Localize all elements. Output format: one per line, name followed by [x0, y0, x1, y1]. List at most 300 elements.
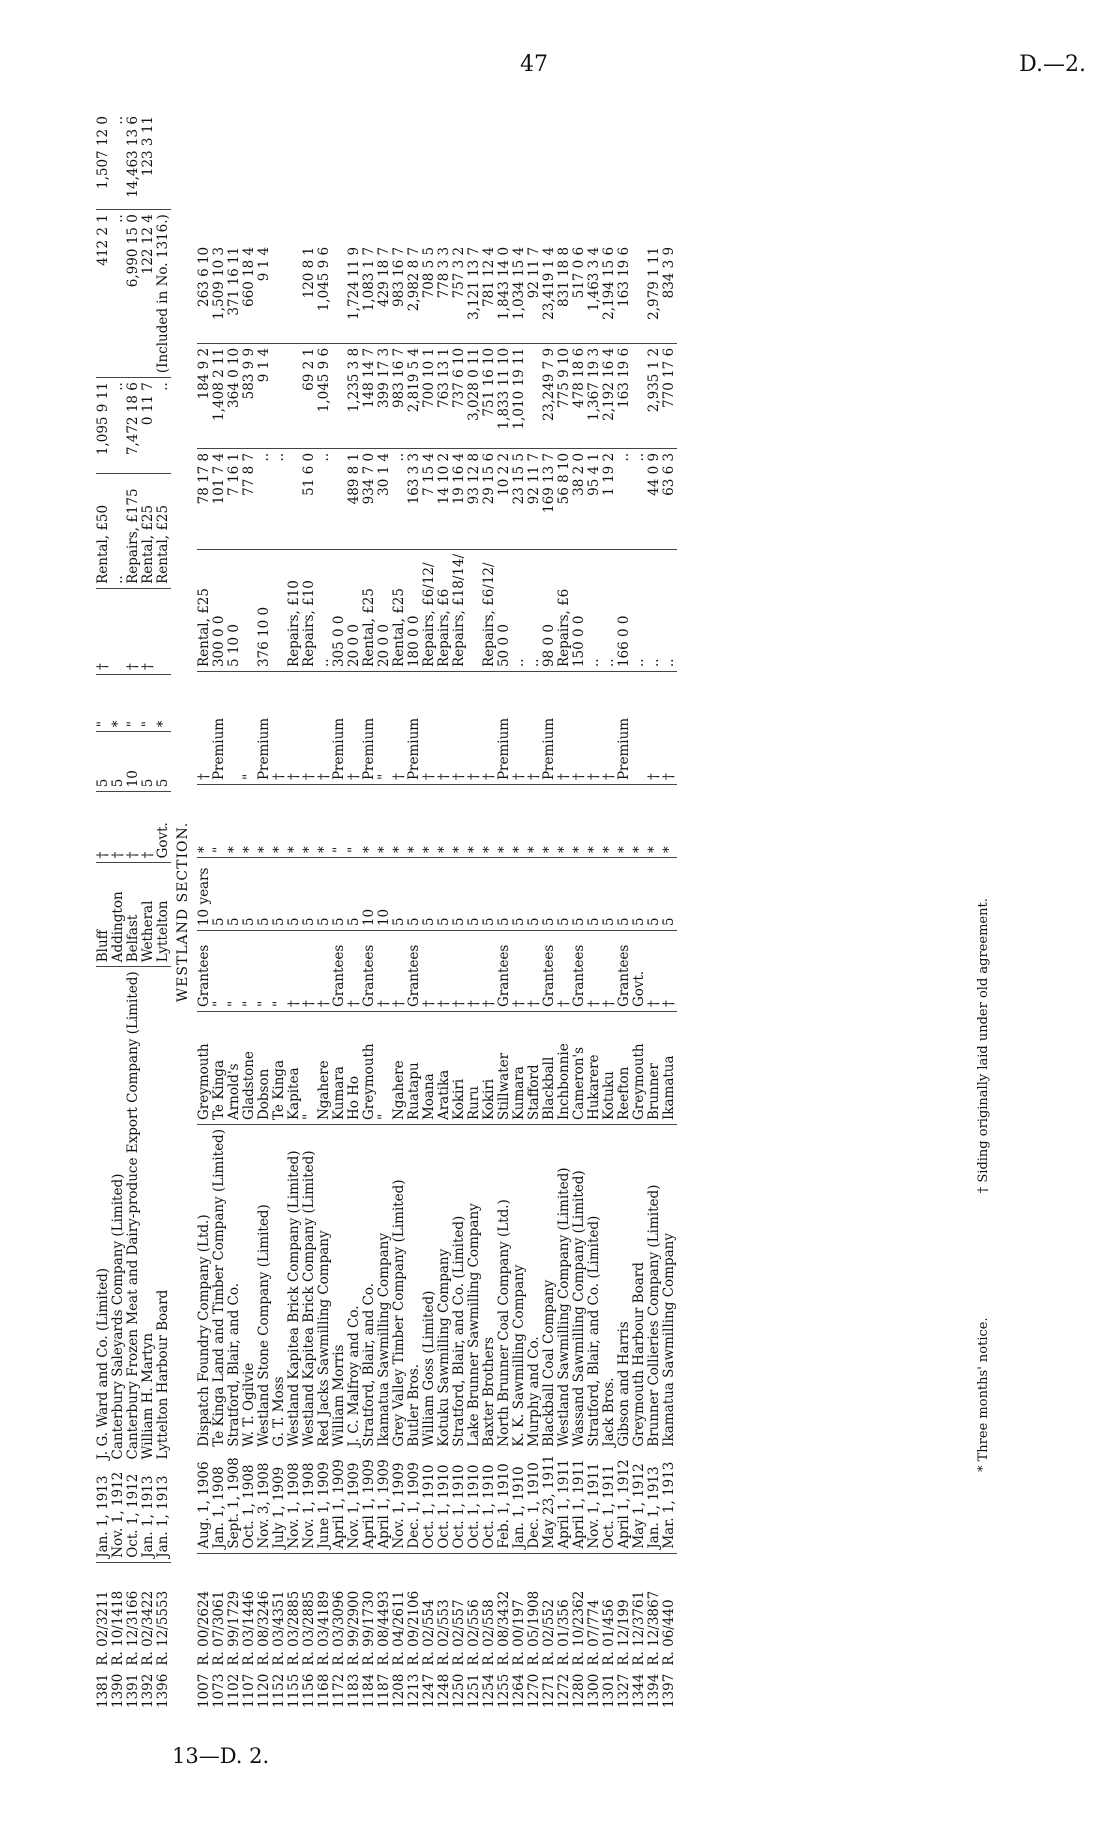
cell-by: †: [437, 931, 452, 1012]
cell-cond: †: [587, 672, 602, 785]
cell-location: Bluff: [96, 863, 111, 967]
cell-by: Grantees: [407, 931, 422, 1012]
cell-term: 10: [362, 858, 377, 931]
cell-term: 5: [317, 858, 332, 931]
cell-rental: ..: [602, 549, 617, 671]
table-row: [332, 243, 347, 1712]
table-row: [257, 243, 272, 1712]
cell-location: Reefton: [617, 1012, 632, 1125]
cell-rental: [467, 549, 482, 671]
cell-cond: Premium: [542, 672, 557, 785]
table-row: [392, 243, 407, 1712]
cell-cond: [111, 588, 126, 674]
cell-licensee: Baxter Brothers: [482, 1125, 497, 1451]
cell-c: 14,463 13 6: [125, 116, 141, 198]
table-row: [126, 112, 141, 1712]
cell-cond: †: [287, 672, 302, 785]
cell-c: 834 3 9: [661, 246, 677, 299]
cell-notice: *: [452, 785, 467, 858]
cell-c: [632, 243, 647, 344]
table-row: [422, 243, 437, 1712]
cell-by: †: [467, 931, 482, 1012]
cell-rental: Rental, £25: [362, 549, 377, 671]
cell-location: ": [377, 1012, 392, 1125]
cell-b: 2,935 1 2: [647, 343, 662, 448]
cell-cond: Premium: [497, 672, 512, 785]
cell-cond: Premium: [362, 672, 377, 785]
cell-ref: R. 02/556: [467, 1553, 482, 1670]
cell-ref: R. 10/1418: [111, 1562, 126, 1669]
cell-ref: R. 00/2624: [197, 1553, 212, 1670]
cell-licensee: Stratford, Blair, and Co. (Limited): [452, 1125, 467, 1451]
cell-licensee: Lyttelton Harbour Board: [156, 967, 171, 1464]
cell-a: 14 10 2: [437, 448, 452, 549]
cell-ref: R. 03/3096: [332, 1553, 347, 1670]
table-row: [602, 243, 617, 1712]
cell-by: †: [557, 931, 572, 1012]
table-row: [512, 243, 527, 1712]
cell-rental: 376 10 0: [257, 549, 272, 671]
cell-location: Belfast: [126, 863, 141, 967]
cell-by: ": [257, 931, 272, 1012]
cell-ref: R. 03/4351: [272, 1553, 287, 1670]
cell-notice: *: [317, 785, 332, 858]
cell-licensee: W. T. Ogilvie: [242, 1125, 257, 1451]
cell-by: ": [242, 931, 257, 1012]
cell-notice: ": [141, 675, 156, 732]
cell-by: ": [227, 931, 242, 1012]
table-row: [377, 243, 392, 1712]
table-row: [141, 112, 156, 1712]
cell-licensee: Westland Kapitea Brick Company (Limited): [287, 1125, 302, 1451]
cell-b: 770 17 6: [662, 343, 677, 448]
cell-b: 2,192 16 4: [602, 343, 617, 448]
cell-term: 5: [527, 858, 542, 931]
cell-date: April 1, 1911: [571, 1459, 587, 1549]
table-row: [362, 243, 377, 1712]
cell-b: 9 1 4: [257, 343, 272, 448]
cell-c: 1,724 11 9: [346, 246, 362, 320]
cell-cond: †: [126, 588, 141, 674]
cell-cond: †: [422, 672, 437, 785]
cell-a: 19 16 4: [452, 448, 467, 549]
cell-cond: †: [197, 672, 212, 785]
cell-date: Dec. 1, 1909: [406, 1462, 422, 1549]
cell-date: Mar. 1, 1913: [661, 1461, 677, 1549]
cell-b: ..: [111, 210, 126, 378]
cell-licensee: William Goss (Limited): [422, 1125, 437, 1451]
cell-no: 1102: [226, 1673, 242, 1708]
cell-ref: R. 02/3422: [141, 1562, 156, 1669]
cell-cond: †: [572, 672, 587, 785]
footnote-siding: † Siding originally laid under old agreement.: [976, 898, 991, 1194]
cell-rental: ..: [512, 549, 527, 671]
cell-licensee: Canterbury Saleyards Company (Limited): [111, 967, 126, 1464]
cell-a: 101 7 4: [212, 448, 227, 549]
cell-location: Kapitea: [287, 1012, 302, 1125]
cell-a: [287, 448, 302, 549]
cell-b: 700 10 1: [422, 343, 437, 448]
cell-rental: Repairs, £10: [287, 549, 302, 671]
table-row: [467, 243, 482, 1712]
cell-licensee: Brunner Collieries Company (Limited): [647, 1125, 662, 1451]
cell-a: 78 17 8: [197, 448, 212, 549]
cell-rental: ..: [632, 549, 647, 671]
cell-notice: *: [407, 785, 422, 858]
cell-cond: †: [527, 672, 542, 785]
cell-b: 6,990 15 0: [126, 210, 141, 378]
cell-rental: ..: [317, 549, 332, 671]
cell-date: Oct. 1, 1910: [481, 1464, 497, 1549]
cell-no: 1120: [256, 1673, 272, 1708]
cell-notice: *: [392, 785, 407, 858]
cell-ref: R. 02/552: [542, 1553, 557, 1670]
cell-rental: Repairs, £6: [557, 549, 572, 671]
cell-date: Oct. 1, 1910: [451, 1464, 467, 1549]
cell-date: Nov. 1, 1908: [286, 1462, 302, 1549]
cell-cond: †: [437, 672, 452, 785]
cell-a: 92 11 7: [527, 448, 542, 549]
cell-term: 5: [96, 732, 111, 792]
cell-a: 1,095 9 11: [96, 378, 111, 474]
cell-term: 5: [407, 858, 422, 931]
cell-b: 412 2 1: [96, 210, 111, 378]
cell-notice: *: [482, 785, 497, 858]
cell-date: May 1, 1912: [631, 1463, 647, 1549]
cell-notice: *: [467, 785, 482, 858]
cell-term: 5: [257, 858, 272, 931]
table-row: [542, 243, 557, 1712]
cell-ref: R. 07/3061: [212, 1553, 227, 1670]
cell-licensee: Stratford, Blair, and Co.: [362, 1125, 377, 1451]
cell-rental: Repairs, £18/14/: [452, 549, 467, 671]
cell-b: 983 16 7: [392, 343, 407, 448]
cell-b: 122 12 4: [141, 210, 156, 378]
cell-date: Jan. 1, 1913: [155, 1475, 171, 1558]
cell-date: Jan. 1, 1910: [511, 1466, 527, 1549]
cell-location: Stillwater: [497, 1012, 512, 1125]
cell-licensee: Gibson and Harris: [617, 1125, 632, 1451]
cell-date: April 1, 1909: [376, 1459, 392, 1549]
cell-notice: *: [497, 785, 512, 858]
cell-rental: ..: [527, 549, 542, 671]
cell-a: ..: [156, 378, 171, 474]
cell-by: †: [141, 792, 156, 863]
table-row: [572, 243, 587, 1712]
table-row: [437, 243, 452, 1712]
cell-term: 5: [647, 858, 662, 931]
cell-ref: R. 12/5553: [156, 1562, 171, 1669]
cell-a: ..: [272, 448, 287, 549]
cell-by: Grantees: [197, 931, 212, 1012]
cell-date: Oct. 1, 1910: [466, 1464, 482, 1549]
cell-cond: †: [141, 588, 156, 674]
cell-licensee: Lake Brunner Sawmilling Company: [467, 1125, 482, 1451]
cell-b: 148 14 7: [362, 343, 377, 448]
cell-rental: Repairs, £6/12/: [482, 549, 497, 671]
cell-by: Grantees: [572, 931, 587, 1012]
cell-date: Oct. 1, 1911: [601, 1464, 617, 1549]
cell-no: 1155: [286, 1673, 302, 1708]
cell-term: 5: [542, 858, 557, 931]
cell-location: Ruru: [467, 1012, 482, 1125]
cell-a: 23 15 5: [512, 448, 527, 549]
cell-rental: 305 0 0: [332, 549, 347, 671]
cell-licensee: William Morris: [332, 1125, 347, 1451]
cell-a: 7 16 1: [227, 448, 242, 549]
cell-date: April 1, 1911: [556, 1459, 572, 1549]
cell-notice: *: [647, 785, 662, 858]
cell-notice: *: [227, 785, 242, 858]
cell-c: 429 18 7: [376, 246, 392, 307]
cell-term: 5: [512, 858, 527, 931]
cell-a: 7,472 18 6: [126, 378, 141, 474]
cell-location: Aratika: [437, 1012, 452, 1125]
cell-term: 5: [272, 858, 287, 931]
cell-cond: Premium: [617, 672, 632, 785]
cell-term: 5: [287, 858, 302, 931]
cell-no: 1344: [631, 1673, 647, 1708]
cell-no: 1271: [541, 1673, 557, 1708]
cell-date: Nov. 1, 1909: [346, 1462, 362, 1549]
cell-b: 399 17 3: [377, 343, 392, 448]
cell-no: 1270: [526, 1673, 542, 1708]
cell-ref: R. 02/558: [482, 1553, 497, 1670]
cell-b: [332, 343, 347, 448]
cell-b: 1,045 9 6: [317, 343, 332, 448]
cell-cond: †: [272, 672, 287, 785]
cell-a: ..: [317, 448, 332, 549]
cell-cond: [632, 672, 647, 785]
cell-licensee: Stratford, Blair, and Co. (Limited): [587, 1125, 602, 1451]
cell-notice: *: [587, 785, 602, 858]
cell-by: Govt.: [632, 931, 647, 1012]
cell-term: 5: [347, 858, 362, 931]
cell-notice: ": [96, 675, 111, 732]
cell-date: April 1, 1909: [331, 1459, 347, 1549]
cell-term: 5: [557, 858, 572, 931]
table-row: [347, 243, 362, 1712]
cell-term: 5: [602, 858, 617, 931]
cell-c: [156, 112, 171, 210]
cell-no: 1213: [406, 1673, 422, 1708]
cell-licensee: Grey Valley Timber Company (Limited): [392, 1125, 407, 1451]
cell-by: †: [302, 931, 317, 1012]
cell-licensee: Westland Kapitea Brick Company (Limited): [302, 1125, 317, 1451]
table-row: [96, 112, 111, 1712]
cell-term: 5: [452, 858, 467, 931]
cell-c: [272, 243, 287, 344]
cell-no: 1264: [511, 1673, 527, 1708]
cell-no: 1250: [451, 1673, 467, 1708]
cell-by: Grantees: [362, 931, 377, 1012]
cell-by: †: [452, 931, 467, 1012]
cell-location: Greymouth: [362, 1012, 377, 1125]
cell-c: 983 16 7: [391, 246, 407, 307]
cell-no: 1394: [646, 1673, 662, 1708]
cell-a: ..: [111, 378, 126, 474]
cell-a: 63 6 3: [662, 448, 677, 549]
cell-c: 3,121 13 7: [466, 246, 482, 320]
cell-location: ": [302, 1012, 317, 1125]
cell-date: Aug. 1, 1906: [196, 1461, 212, 1549]
cell-term: 5: [302, 858, 317, 931]
cell-date: Jan. 1, 1908: [211, 1466, 227, 1549]
cell-location: Ho Ho: [347, 1012, 362, 1125]
table-row: [617, 243, 632, 1712]
cell-licensee: J. G. Ward and Co. (Limited): [96, 967, 111, 1464]
cell-cond: †: [557, 672, 572, 785]
cell-notice: *: [602, 785, 617, 858]
cell-a: 0 11 7: [141, 378, 156, 474]
cell-ref: R. 12/3166: [126, 1562, 141, 1669]
cell-no: 1251: [466, 1673, 482, 1708]
cell-by: Grantees: [332, 931, 347, 1012]
cell-rental: ..: [662, 549, 677, 671]
table-row: [482, 243, 497, 1712]
cell-notice: ": [212, 785, 227, 858]
cell-no: 1184: [361, 1673, 377, 1708]
cell-no: 1187: [376, 1673, 392, 1708]
cell-cond: †: [662, 672, 677, 785]
cell-c: 1,034 15 4: [511, 246, 527, 320]
cell-term: 5: [141, 732, 156, 792]
cell-by: †: [512, 931, 527, 1012]
cell-cond: Premium: [332, 672, 347, 785]
cell-cond: Premium: [212, 672, 227, 785]
table-row: [287, 243, 302, 1712]
cell-licensee: J. C. Malfroy and Co.: [347, 1125, 362, 1451]
cell-no: 1300: [586, 1673, 602, 1708]
cell-location: Addington: [111, 863, 126, 967]
table-row: [302, 243, 317, 1712]
cell-c: 831 18 8: [556, 246, 572, 307]
cell-cond: †: [512, 672, 527, 785]
cell-rental: 98 0 0: [542, 549, 557, 671]
cell-licensee: Greymouth Harbour Board: [632, 1125, 647, 1451]
cell-licensee: Westland Stone Company (Limited): [257, 1125, 272, 1451]
cell-term: 5: [156, 732, 171, 792]
cell-cond: ": [377, 672, 392, 785]
cell-notice: *: [572, 785, 587, 858]
cell-location: Greymouth: [632, 1012, 647, 1125]
cell-notice: *: [377, 785, 392, 858]
cell-ref: R. 04/2611: [392, 1553, 407, 1670]
cell-date: Feb. 1, 1910: [496, 1463, 512, 1549]
cell-notice: ": [347, 785, 362, 858]
cell-location: Arnold's: [227, 1012, 242, 1125]
cell-date: April 1, 1909: [361, 1459, 377, 1549]
cell-rental: 180 0 0: [407, 549, 422, 671]
cell-c: 1,509 10 3: [211, 246, 227, 320]
cell-date: Nov. 1, 1911: [586, 1462, 602, 1549]
cell-by: †: [602, 931, 617, 1012]
cell-ref: R. 03/4189: [317, 1553, 332, 1670]
cell-licensee: Dispatch Foundry Company (Ltd.): [197, 1125, 212, 1451]
cell-b: 1,833 11 10: [497, 343, 512, 448]
cell-term: 10: [377, 858, 392, 931]
cell-a: 489 8 1: [347, 448, 362, 549]
cell-notice: *: [527, 785, 542, 858]
cell-c: 2,194 15 6: [601, 246, 617, 320]
cell-cond: †: [602, 672, 617, 785]
table-row: [197, 243, 212, 1712]
cell-date: Oct. 1, 1910: [421, 1464, 437, 1549]
cell-cond: †: [482, 672, 497, 785]
cell-c: [332, 243, 347, 344]
cell-term: 5: [497, 858, 512, 931]
cell-no: 1208: [391, 1673, 407, 1708]
cell-no: 1156: [301, 1673, 317, 1708]
cell-c: 2,982 8 7: [406, 246, 422, 312]
cell-licensee: Blackball Coal Company: [542, 1125, 557, 1451]
cell-c: 120 8 1: [301, 246, 317, 299]
cell-b: 23,249 7 9: [542, 343, 557, 448]
cell-location: Cameron's: [572, 1012, 587, 1125]
cell-date: Nov. 1, 1912: [110, 1471, 126, 1558]
cell-c: 778 3 3: [436, 246, 452, 299]
cell-a: 10 2 2: [497, 448, 512, 549]
cell-cond: †: [647, 672, 662, 785]
table-row: [632, 243, 647, 1712]
cell-term: 5: [617, 858, 632, 931]
cell-location: Brunner: [647, 1012, 662, 1125]
cell-ref: R. 07/774: [587, 1553, 602, 1670]
cell-date: Oct. 1, 1908: [241, 1464, 257, 1549]
cell-ref: R. 01/356: [557, 1553, 572, 1670]
cell-rental: 166 0 0: [617, 549, 632, 671]
cell-cond: Premium: [407, 672, 422, 785]
cell-term: 5: [662, 858, 677, 931]
cell-term: 5: [212, 858, 227, 931]
cell-ref: R. 02/554: [422, 1553, 437, 1670]
page-tag: D.—2.: [1019, 52, 1086, 77]
cell-ref: R. 00/197: [512, 1553, 527, 1670]
cell-ref: R. 99/1729: [227, 1553, 242, 1670]
cell-by: †: [96, 792, 111, 863]
cell-rental: [242, 549, 257, 671]
cell-b: 763 13 1: [437, 343, 452, 448]
cell-date: Nov. 3, 1908: [256, 1462, 272, 1549]
section-title: WESTLAND SECTION.: [175, 821, 191, 1003]
cell-by: †: [482, 931, 497, 1012]
cell-ref: R. 03/2885: [287, 1553, 302, 1670]
cell-date: Jan. 1, 1913: [95, 1475, 111, 1558]
cell-no: 1392: [140, 1673, 156, 1708]
cell-b: [287, 343, 302, 448]
cell-by: †: [587, 931, 602, 1012]
cell-by: Grantees: [497, 931, 512, 1012]
cell-rental: Rental, £25: [197, 549, 212, 671]
cell-b: 163 19 6: [617, 343, 632, 448]
cell-cond: †: [467, 672, 482, 785]
cell-licensee: Butler Bros.: [407, 1125, 422, 1451]
cell-b: [527, 343, 542, 448]
cell-term: 5: [437, 858, 452, 931]
cell-ref: R. 12/3761: [632, 1553, 647, 1670]
cell-term: 5: [242, 858, 257, 931]
cell-a: 77 8 7: [242, 448, 257, 549]
cell-location: Ngahere: [317, 1012, 332, 1125]
cell-by: †: [287, 931, 302, 1012]
table-row: [272, 243, 287, 1712]
table-row: [212, 243, 227, 1712]
cell-by: ": [272, 931, 287, 1012]
cell-b: 751 16 10: [482, 343, 497, 448]
cell-no: 1396: [155, 1673, 171, 1708]
cell-date: Jan. 1, 1913: [140, 1475, 156, 1558]
cell-rental: 150 0 0: [572, 549, 587, 671]
